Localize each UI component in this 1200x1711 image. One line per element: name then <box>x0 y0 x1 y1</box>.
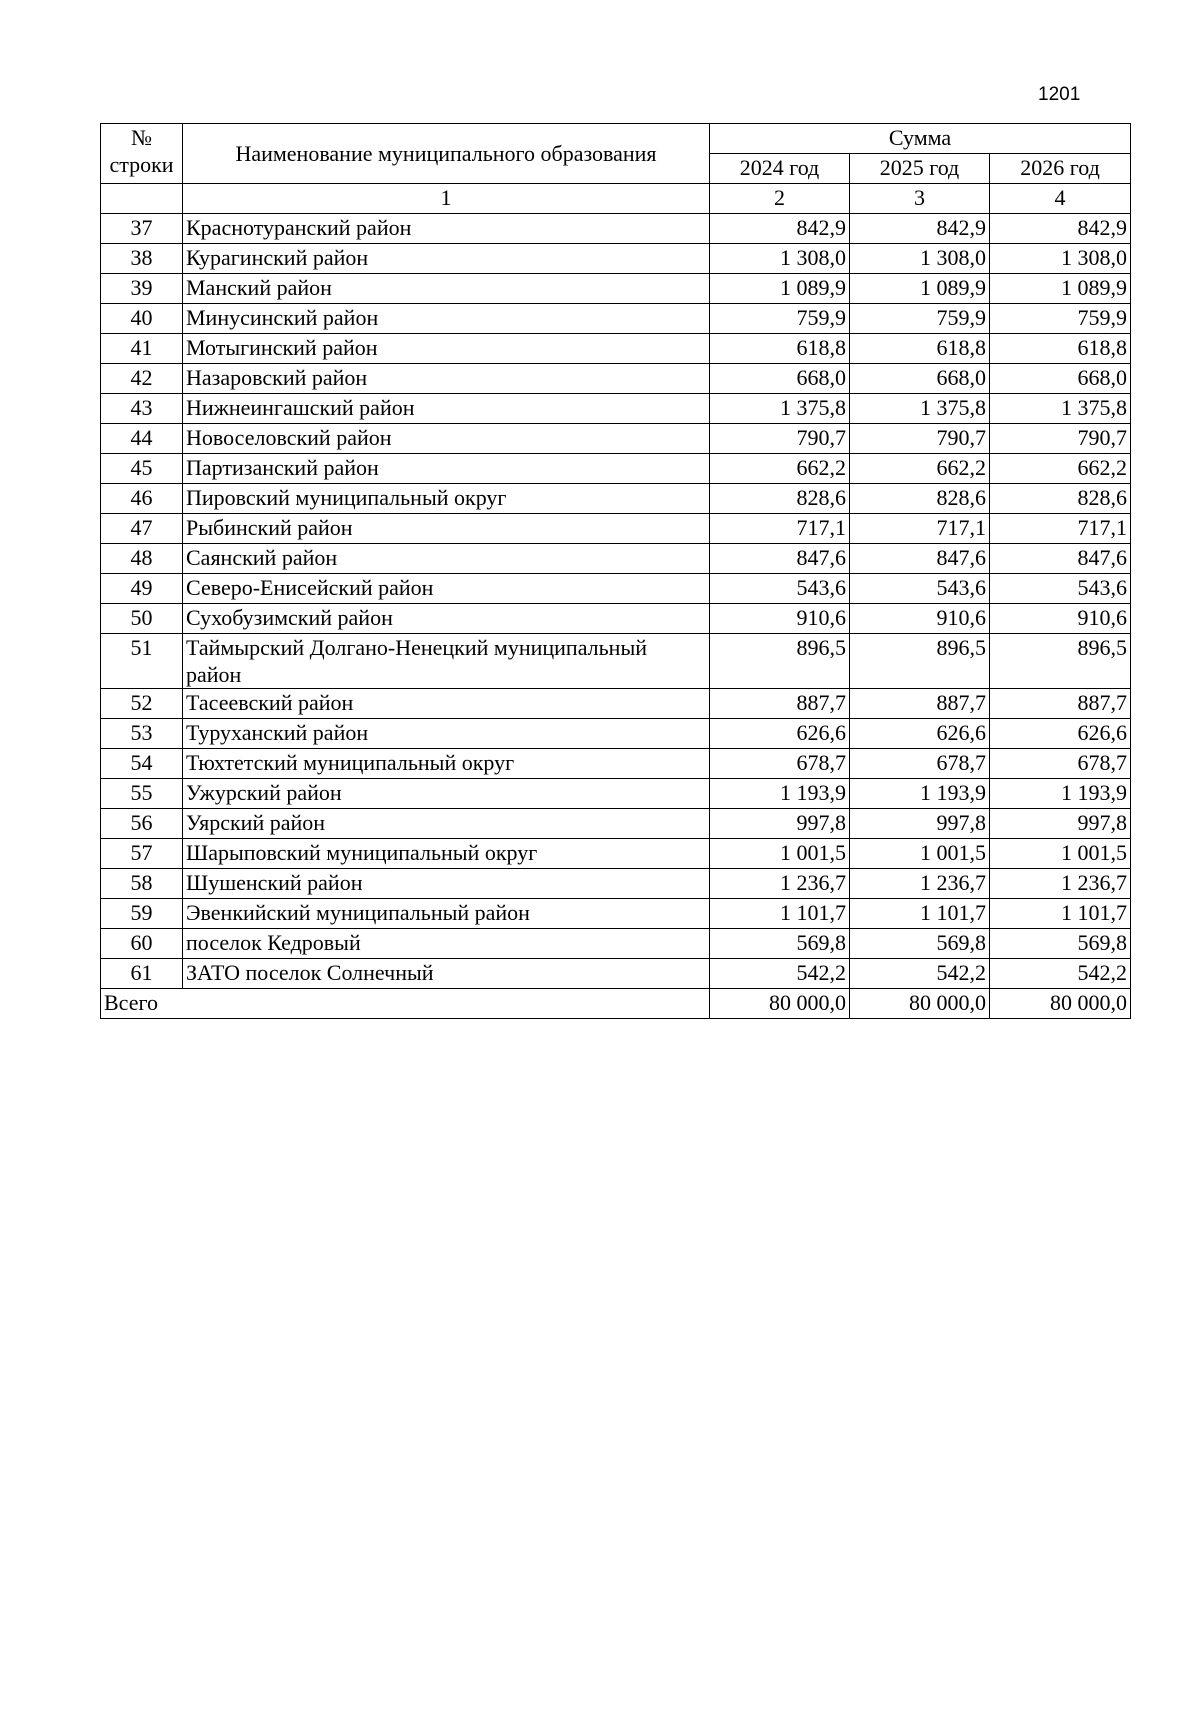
index-row <box>101 184 1131 214</box>
table-row <box>101 364 1131 394</box>
row-number: 41 <box>101 334 183 364</box>
municipality-name: Новоселовский район <box>183 424 710 454</box>
municipality-name: Нижнеингашский район <box>183 394 710 424</box>
amount-2025: 1 375,8 <box>850 394 990 424</box>
municipality-name: Мотыгинский район <box>183 334 710 364</box>
table-row <box>101 634 1131 689</box>
table-row <box>101 719 1131 749</box>
municipality-name: Саянский район <box>183 544 710 574</box>
index-cell-2: 2 <box>710 184 850 214</box>
amount-2025: 678,7 <box>850 749 990 779</box>
amount-2024: 1 308,0 <box>710 244 850 274</box>
amount-2026: 759,9 <box>990 304 1131 334</box>
amount-2024: 847,6 <box>710 544 850 574</box>
municipality-name: Северо-Енисейский район <box>183 574 710 604</box>
amount-2025: 1 193,9 <box>850 779 990 809</box>
amount-2026: 842,9 <box>990 214 1131 244</box>
amount-2024: 1 089,9 <box>710 274 850 304</box>
amount-2026: 1 089,9 <box>990 274 1131 304</box>
table-row <box>101 869 1131 899</box>
table-row <box>101 514 1131 544</box>
amount-2024: 543,6 <box>710 574 850 604</box>
total-2025: 80 000,0 <box>850 989 990 1019</box>
amount-2024: 910,6 <box>710 604 850 634</box>
amount-2026: 543,6 <box>990 574 1131 604</box>
row-number: 37 <box>101 214 183 244</box>
row-number: 54 <box>101 749 183 779</box>
table-row <box>101 959 1131 989</box>
amount-2026: 1 375,8 <box>990 394 1131 424</box>
table-row <box>101 304 1131 334</box>
col-no-header <box>101 124 183 184</box>
amount-2024: 618,8 <box>710 334 850 364</box>
amount-2024: 626,6 <box>710 719 850 749</box>
amount-2024: 678,7 <box>710 749 850 779</box>
table-row <box>101 899 1131 929</box>
amount-2026: 1 101,7 <box>990 899 1131 929</box>
total-2024: 80 000,0 <box>710 989 850 1019</box>
page-number: 1201 <box>1038 84 1081 105</box>
amount-2024: 759,9 <box>710 304 850 334</box>
row-number: 50 <box>101 604 183 634</box>
amount-2025: 847,6 <box>850 544 990 574</box>
budget-table <box>100 123 1131 1019</box>
row-number: 48 <box>101 544 183 574</box>
amount-2026: 618,8 <box>990 334 1131 364</box>
municipality-name: поселок Кедровый <box>183 929 710 959</box>
amount-2025: 910,6 <box>850 604 990 634</box>
table-row <box>101 544 1131 574</box>
amount-2024: 790,7 <box>710 424 850 454</box>
amount-2024: 997,8 <box>710 809 850 839</box>
amount-2025: 626,6 <box>850 719 990 749</box>
row-number: 52 <box>101 689 183 719</box>
row-number: 59 <box>101 899 183 929</box>
amount-2025: 662,2 <box>850 454 990 484</box>
amount-2026: 678,7 <box>990 749 1131 779</box>
row-number: 40 <box>101 304 183 334</box>
amount-2024: 1 101,7 <box>710 899 850 929</box>
index-cell-3: 3 <box>850 184 990 214</box>
municipality-name: Манский район <box>183 274 710 304</box>
municipality-name: Тасеевский район <box>183 689 710 719</box>
municipality-name: Рыбинский район <box>183 514 710 544</box>
table-row <box>101 749 1131 779</box>
total-label: Всего <box>101 989 710 1019</box>
amount-2025: 842,9 <box>850 214 990 244</box>
table-row <box>101 809 1131 839</box>
amount-2024: 717,1 <box>710 514 850 544</box>
row-number: 61 <box>101 959 183 989</box>
table-row <box>101 424 1131 454</box>
amount-2026: 668,0 <box>990 364 1131 394</box>
row-number: 44 <box>101 424 183 454</box>
row-number: 49 <box>101 574 183 604</box>
col-name-header: Наименование муниципального образования <box>183 124 710 184</box>
amount-2024: 1 001,5 <box>710 839 850 869</box>
municipality-name: Таймырский Долгано-Ненецкий муниципальный район <box>183 634 710 689</box>
amount-2026: 1 236,7 <box>990 869 1131 899</box>
amount-2026: 997,8 <box>990 809 1131 839</box>
amount-2025: 668,0 <box>850 364 990 394</box>
table-row <box>101 334 1131 364</box>
municipality-name: Туруханский район <box>183 719 710 749</box>
table-row <box>101 574 1131 604</box>
municipality-name: Шарыповский муниципальный округ <box>183 839 710 869</box>
table-row <box>101 484 1131 514</box>
amount-2024: 668,0 <box>710 364 850 394</box>
amount-2026: 847,6 <box>990 544 1131 574</box>
amount-2025: 569,8 <box>850 929 990 959</box>
row-number: 55 <box>101 779 183 809</box>
amount-2026: 896,5 <box>990 634 1131 689</box>
amount-2024: 542,2 <box>710 959 850 989</box>
amount-2025: 1 308,0 <box>850 244 990 274</box>
municipality-name: Тюхтетский муниципальный округ <box>183 749 710 779</box>
row-number: 45 <box>101 454 183 484</box>
amount-2026: 910,6 <box>990 604 1131 634</box>
amount-2024: 569,8 <box>710 929 850 959</box>
row-number: 53 <box>101 719 183 749</box>
amount-2024: 1 193,9 <box>710 779 850 809</box>
amount-2025: 790,7 <box>850 424 990 454</box>
amount-2026: 662,2 <box>990 454 1131 484</box>
municipality-name: Партизанский район <box>183 454 710 484</box>
row-number: 57 <box>101 839 183 869</box>
row-number: 46 <box>101 484 183 514</box>
row-number: 60 <box>101 929 183 959</box>
table-row <box>101 454 1131 484</box>
amount-2025: 618,8 <box>850 334 990 364</box>
amount-2025: 1 236,7 <box>850 869 990 899</box>
amount-2024: 1 236,7 <box>710 869 850 899</box>
table-row <box>101 929 1131 959</box>
row-number: 39 <box>101 274 183 304</box>
municipality-name: Назаровский район <box>183 364 710 394</box>
amount-2025: 997,8 <box>850 809 990 839</box>
table-row <box>101 214 1131 244</box>
amount-2026: 717,1 <box>990 514 1131 544</box>
municipality-name: Пировский муниципальный округ <box>183 484 710 514</box>
amount-2025: 543,6 <box>850 574 990 604</box>
amount-2025: 542,2 <box>850 959 990 989</box>
total-row <box>101 989 1131 1019</box>
municipality-name: Минусинский район <box>183 304 710 334</box>
year-2024-header: 2024 год <box>710 154 850 184</box>
municipality-name: Курагинский район <box>183 244 710 274</box>
amount-2026: 1 001,5 <box>990 839 1131 869</box>
table-row <box>101 604 1131 634</box>
table-row <box>101 689 1131 719</box>
col-no-line1: № <box>131 125 152 150</box>
amount-2026: 1 308,0 <box>990 244 1131 274</box>
municipality-name: Краснотуранский район <box>183 214 710 244</box>
index-cell-1: 1 <box>183 184 710 214</box>
amount-2025: 1 101,7 <box>850 899 990 929</box>
municipality-name: Эвенкийский муниципальный район <box>183 899 710 929</box>
amount-2025: 896,5 <box>850 634 990 689</box>
row-number: 42 <box>101 364 183 394</box>
municipality-name: Ужурский район <box>183 779 710 809</box>
amount-2026: 626,6 <box>990 719 1131 749</box>
row-number: 43 <box>101 394 183 424</box>
col-sum-header: Сумма <box>710 124 1131 154</box>
amount-2025: 759,9 <box>850 304 990 334</box>
table-row <box>101 274 1131 304</box>
municipality-name: Шушенский район <box>183 869 710 899</box>
row-number: 47 <box>101 514 183 544</box>
amount-2026: 887,7 <box>990 689 1131 719</box>
municipality-name: Сухобузимский район <box>183 604 710 634</box>
amount-2026: 790,7 <box>990 424 1131 454</box>
amount-2025: 828,6 <box>850 484 990 514</box>
municipality-name: Уярский район <box>183 809 710 839</box>
index-cell-0 <box>101 184 183 214</box>
amount-2024: 662,2 <box>710 454 850 484</box>
amount-2026: 542,2 <box>990 959 1131 989</box>
amount-2024: 842,9 <box>710 214 850 244</box>
total-2026: 80 000,0 <box>990 989 1131 1019</box>
amount-2024: 887,7 <box>710 689 850 719</box>
amount-2025: 717,1 <box>850 514 990 544</box>
table-row <box>101 779 1131 809</box>
amount-2025: 887,7 <box>850 689 990 719</box>
row-number: 58 <box>101 869 183 899</box>
year-2026-header: 2026 год <box>990 154 1131 184</box>
table-row <box>101 244 1131 274</box>
col-no-line2: строки <box>109 152 174 177</box>
row-number: 51 <box>101 634 183 689</box>
row-number: 38 <box>101 244 183 274</box>
header-row-1 <box>101 124 1131 154</box>
year-2025-header: 2025 год <box>850 154 990 184</box>
table-row <box>101 839 1131 869</box>
amount-2025: 1 089,9 <box>850 274 990 304</box>
amount-2026: 569,8 <box>990 929 1131 959</box>
amount-2024: 896,5 <box>710 634 850 689</box>
row-number: 56 <box>101 809 183 839</box>
amount-2024: 828,6 <box>710 484 850 514</box>
table-row <box>101 394 1131 424</box>
amount-2026: 828,6 <box>990 484 1131 514</box>
amount-2026: 1 193,9 <box>990 779 1131 809</box>
amount-2024: 1 375,8 <box>710 394 850 424</box>
municipality-name: ЗАТО поселок Солнечный <box>183 959 710 989</box>
amount-2025: 1 001,5 <box>850 839 990 869</box>
index-cell-4: 4 <box>990 184 1131 214</box>
